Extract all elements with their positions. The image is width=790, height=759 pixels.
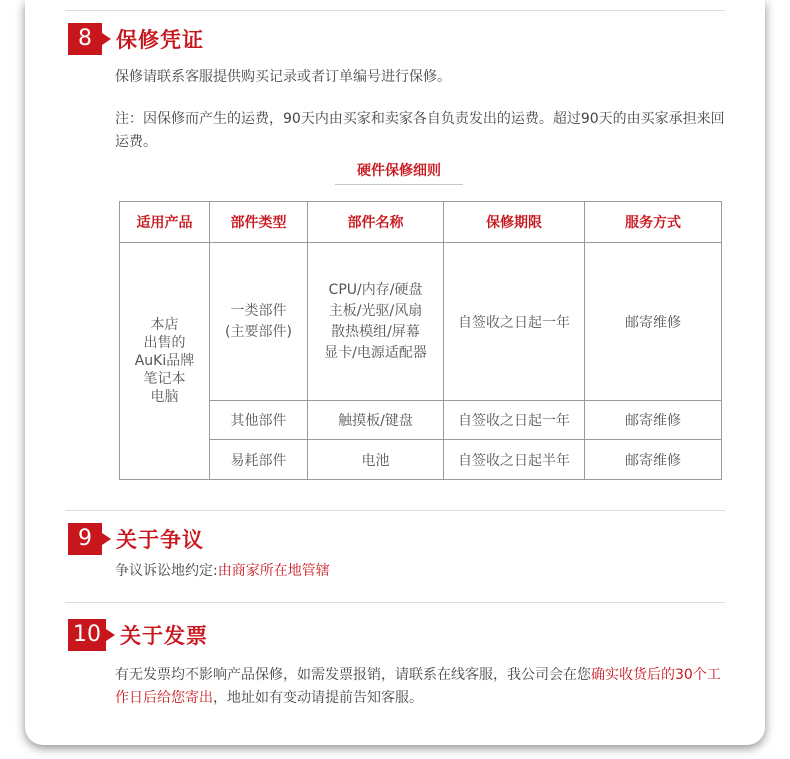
section-8-header: [68, 22, 204, 56]
part-type-cell: 易耗部件: [210, 440, 308, 480]
dispute-text: [115, 560, 735, 583]
section-title: 保修凭证: [116, 28, 204, 52]
table-title: 硬件保修细则: [335, 160, 463, 185]
divider: [65, 510, 725, 511]
part-type-cell: 其他部件: [210, 401, 308, 440]
service-cell: 邮寄维修: [585, 401, 722, 440]
warranty-card: [25, 0, 765, 745]
table-header-row: [120, 202, 722, 243]
invoice-text-part: 有无发票均不影响产品保修，如需发票报销，请联系在线客服，我公司会在您: [115, 667, 591, 683]
warranty-instruction: 保修请联系客服提供购买记录或者订单编号进行保修。: [115, 69, 451, 85]
period-cell: 自签收之日起一年: [444, 243, 585, 401]
header-period: 保修期限: [444, 202, 585, 243]
service-cell: 邮寄维修: [585, 440, 722, 480]
service-cell: 邮寄维修: [585, 243, 722, 401]
section-number-badge: 8: [68, 23, 102, 55]
shipping-note: 注：因保修而产生的运费，90天内由买家和卖家各自负责发出的运费。超过90天的由买家承担来回运费。: [115, 111, 725, 150]
top-divider: [65, 10, 725, 11]
header-part-name: 部件名称: [308, 202, 444, 243]
header-product: 适用产品: [120, 202, 210, 243]
invoice-text: [115, 664, 727, 710]
warranty-table: [119, 201, 722, 480]
part-name-cell: CPU/内存/硬盘 主板/光驱/风扇 散热模组/屏幕 显卡/电源适配器: [308, 243, 444, 401]
invoice-highlight: 确实收货后的30个工作日后给您寄出: [115, 667, 721, 706]
table-row: [120, 243, 722, 401]
section-number-badge: 9: [68, 523, 102, 555]
invoice-text-part: ，地址如有变动请提前告知客服。: [213, 690, 423, 706]
dispute-label: 争议诉讼地约定:: [115, 563, 218, 579]
product-cell: 本店 出售的 AuKi品牌 笔记本 电脑: [120, 243, 210, 480]
dispute-value: 由商家所在地管辖: [217, 563, 330, 579]
section-9-header: [68, 522, 204, 556]
part-name-cell: 电池: [308, 440, 444, 480]
section-10-header: [68, 618, 208, 652]
part-name-cell: 触摸板/键盘: [308, 401, 444, 440]
divider: [65, 602, 725, 603]
header-service: 服务方式: [585, 202, 722, 243]
period-cell: 自签收之日起半年: [444, 440, 585, 480]
section-number-badge: 10: [68, 619, 106, 651]
table-row: [120, 401, 722, 440]
section-title: 关于发票: [120, 624, 208, 648]
section-title: 关于争议: [116, 528, 204, 552]
header-part-type: 部件类型: [210, 202, 308, 243]
table-row: [120, 440, 722, 480]
period-cell: 自签收之日起一年: [444, 401, 585, 440]
part-type-cell: 一类部件 (主要部件): [210, 243, 308, 401]
